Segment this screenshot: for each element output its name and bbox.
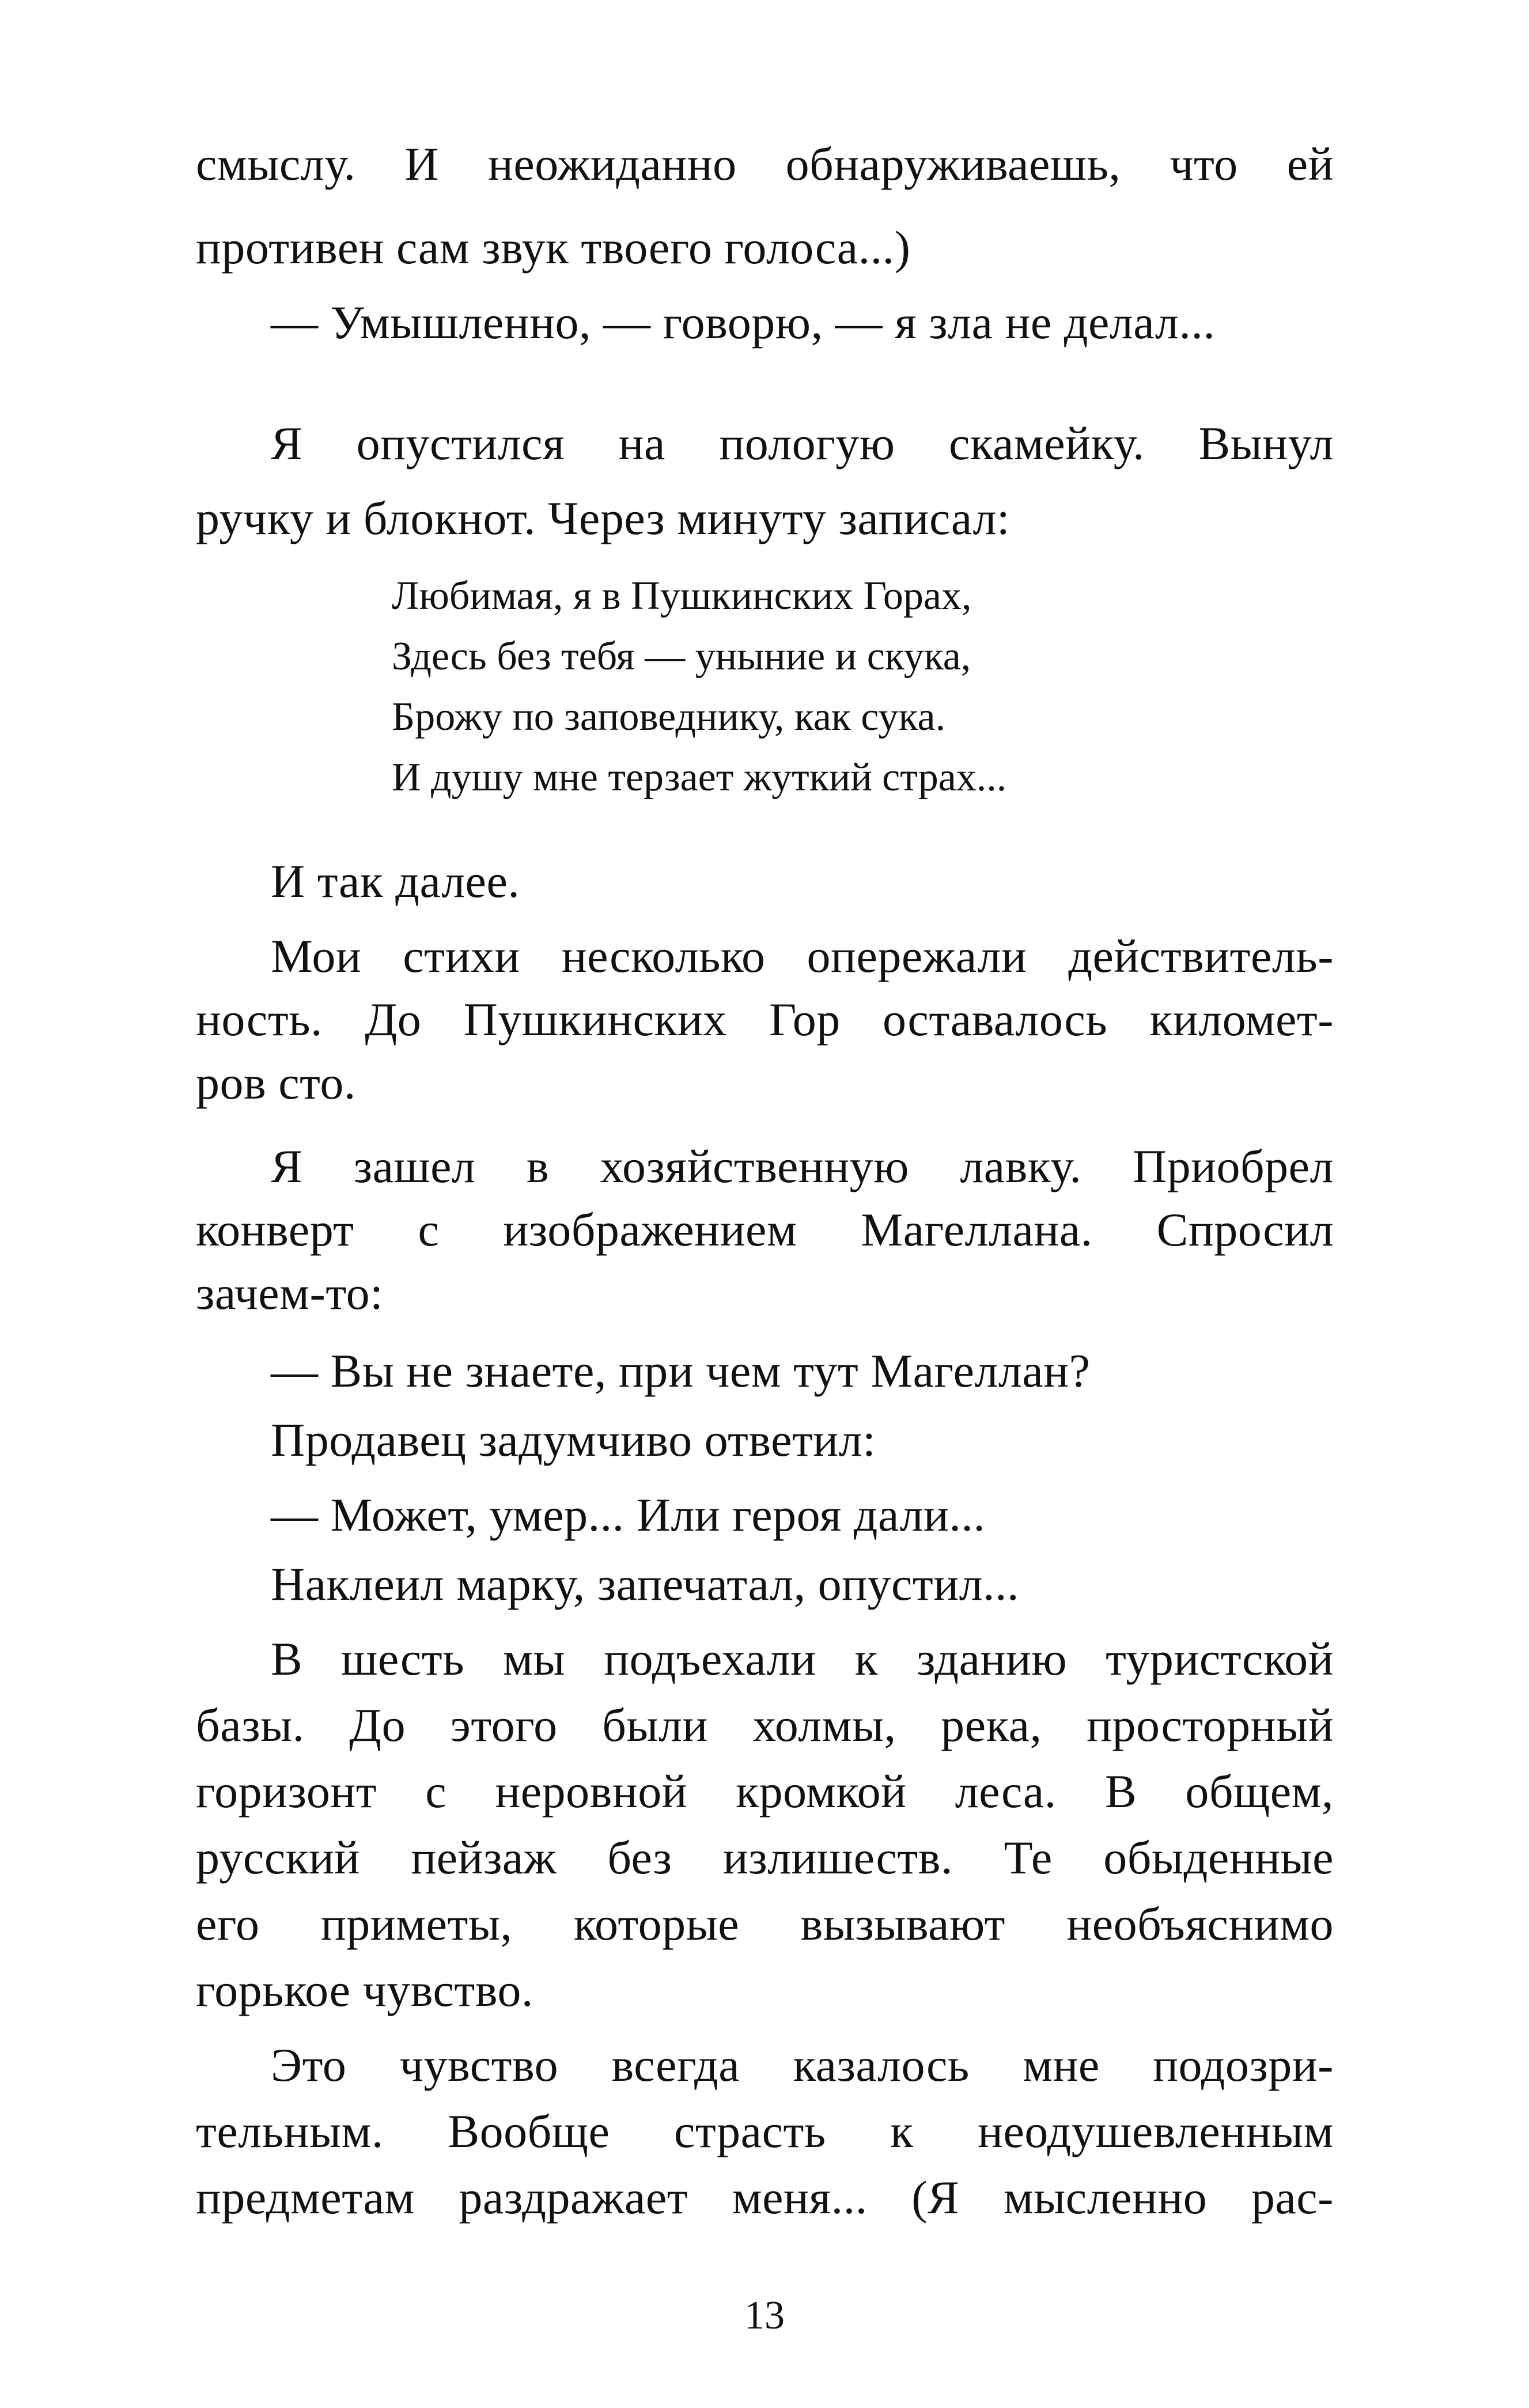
poem-line: Брожу по заповеднику, как сука. (392, 695, 946, 739)
text-line: В шесть мы подъехали к зданию туристской (271, 1633, 1334, 1685)
text-line: смыслу. И неожиданно обнаруживаешь, что ей (196, 138, 1334, 190)
text-line: Я опустился на пологую скамейку. Вынул (271, 417, 1334, 470)
text-line: Я зашел в хозяйственную лавку. Приобрел (271, 1140, 1334, 1192)
text-line: его приметы, которые вызывают необъяснимо (196, 1898, 1334, 1950)
text-line: И так далее. (271, 855, 520, 907)
poem-line: И душу мне терзает жуткий страх... (392, 755, 1007, 800)
text-line: зачем-то: (196, 1267, 384, 1319)
text-line: русский пейзаж без излишеств. Те обыденные (196, 1831, 1334, 1884)
text-line: ров сто. (196, 1057, 356, 1109)
text-line: Это чувство всегда казалось мне подозри- (271, 2039, 1334, 2091)
dialogue-line: — Может, умер... Или героя дали... (271, 1489, 986, 1541)
text-line: ручку и блокнот. Через минуту записал: (196, 492, 1010, 544)
text-line: горькое чувство. (196, 1964, 533, 2016)
text-line: тельным. Вообще страсть к неодушевленным (196, 2105, 1334, 2157)
text-line: базы. До этого были холмы, река, просторный (196, 1699, 1334, 1751)
text-line: предметам раздражает меня... (Я мысленно рас- (196, 2171, 1334, 2224)
text-line: противен сам звук твоего голоса...) (196, 221, 911, 274)
text-line: ность. До Пушкинских Гор оставалось километ- (196, 993, 1334, 1046)
poem-line: Любимая, я в Пушкинских Горах, (392, 574, 972, 618)
text-line: Продавец задумчиво ответил: (271, 1414, 876, 1466)
text-line: конверт с изображением Магеллана. Спросил (196, 1203, 1334, 1256)
dialogue-line: — Вы не знаете, при чем тут Магеллан? (271, 1345, 1091, 1397)
text-line: Наклеил марку, запечатал, опустил... (271, 1558, 1020, 1610)
page-number: 13 (744, 2293, 785, 2338)
text-line: Мои стихи несколько опережали действитель- (271, 930, 1334, 982)
text-line: горизонт с неровной кромкой леса. В общем, (196, 1765, 1334, 1818)
poem-line: Здесь без тебя — уныние и скука, (392, 634, 971, 679)
dialogue-line: — Умышленно, — говорю, — я зла не делал... (271, 296, 1216, 349)
